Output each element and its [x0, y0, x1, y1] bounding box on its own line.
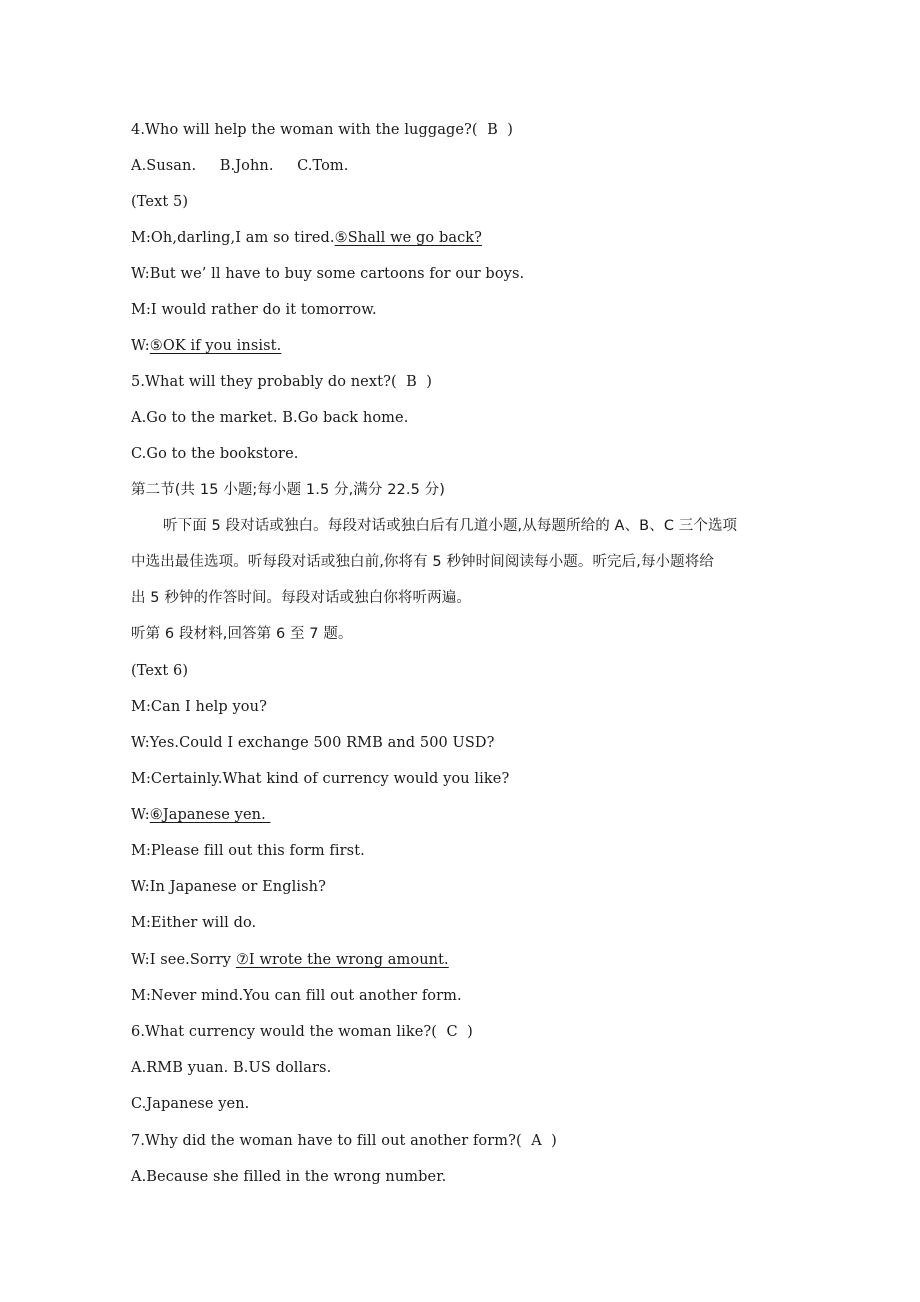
- underlined-answer: ⑥Japanese yen.: [149, 807, 271, 823]
- instructions: 出 5 秒钟的作答时间。每段对话或独白你将听两遍。: [131, 590, 471, 606]
- question-6: 6.What currency would the woman like?( C ): [131, 1024, 473, 1040]
- dialogue-line: W:I see.Sorry ⑦I wrote the wrong amount.: [131, 952, 449, 968]
- dialogue-line: M:Certainly.What kind of currency would you like?: [131, 771, 510, 787]
- options-4: A.Susan. B.John. C.Tom.: [131, 158, 349, 174]
- dialogue-line: M:Please fill out this form first.: [131, 843, 365, 859]
- underlined-answer: ⑤OK if you insist.: [149, 338, 282, 354]
- dialogue-line: W:Yes.Could I exchange 500 RMB and 500 USD?: [131, 735, 495, 751]
- dialogue-line: W:But we’ ll have to buy some cartoons for our boys.: [131, 266, 525, 282]
- dialogue-line: W:In Japanese or English?: [131, 879, 326, 895]
- dialogue-line: M:Can I help you?: [131, 699, 267, 715]
- answer-5: B ): [406, 374, 433, 390]
- section-heading: 第二节(共 15 小题;每小题 1.5 分,满分 22.5 分): [131, 482, 445, 498]
- dialogue-line: W:⑥Japanese yen.: [131, 807, 271, 823]
- text-5-heading: (Text 5): [131, 194, 189, 210]
- underlined-answer: ⑦I wrote the wrong amount.: [235, 952, 449, 968]
- options-6: C.Japanese yen.: [131, 1096, 250, 1112]
- dialogue-line: M:Oh,darling,I am so tired.⑤Shall we go back?: [131, 230, 483, 246]
- instructions: 听下面 5 段对话或独白。每段对话或独白后有几道小题,从每题所给的 A、B、C 三个选项: [163, 518, 738, 534]
- answer-4: B ): [487, 122, 514, 138]
- instructions: 中选出最佳选项。听每段对话或独白前,你将有 5 秒钟时间阅读每小题。听完后,每小题将给: [131, 554, 714, 570]
- dialogue-line: M:I would rather do it tomorrow.: [131, 302, 377, 318]
- options-5: A.Go to the market. B.Go back home.: [131, 410, 409, 426]
- underlined-answer: ⑤Shall we go back?: [334, 230, 483, 246]
- question-7: 7.Why did the woman have to fill out another form?( A ): [131, 1133, 557, 1149]
- answer-7: A ): [531, 1133, 557, 1149]
- dialogue-line: W:⑤OK if you insist.: [131, 338, 282, 354]
- dialogue-line: M:Either will do.: [131, 915, 257, 931]
- text-6-heading: (Text 6): [131, 663, 189, 679]
- options-5: C.Go to the bookstore.: [131, 446, 299, 462]
- question-4: 4.Who will help the woman with the luggage?( B ): [131, 122, 514, 138]
- dialogue-line: M:Never mind.You can fill out another form.: [131, 988, 462, 1004]
- question-5: 5.What will they probably do next?( B ): [131, 374, 433, 390]
- answer-6: C ): [446, 1024, 473, 1040]
- material-heading: 听第 6 段材料,回答第 6 至 7 题。: [131, 626, 353, 642]
- options-7: A.Because she filled in the wrong number.: [131, 1169, 447, 1185]
- options-6: A.RMB yuan. B.US dollars.: [131, 1060, 332, 1076]
